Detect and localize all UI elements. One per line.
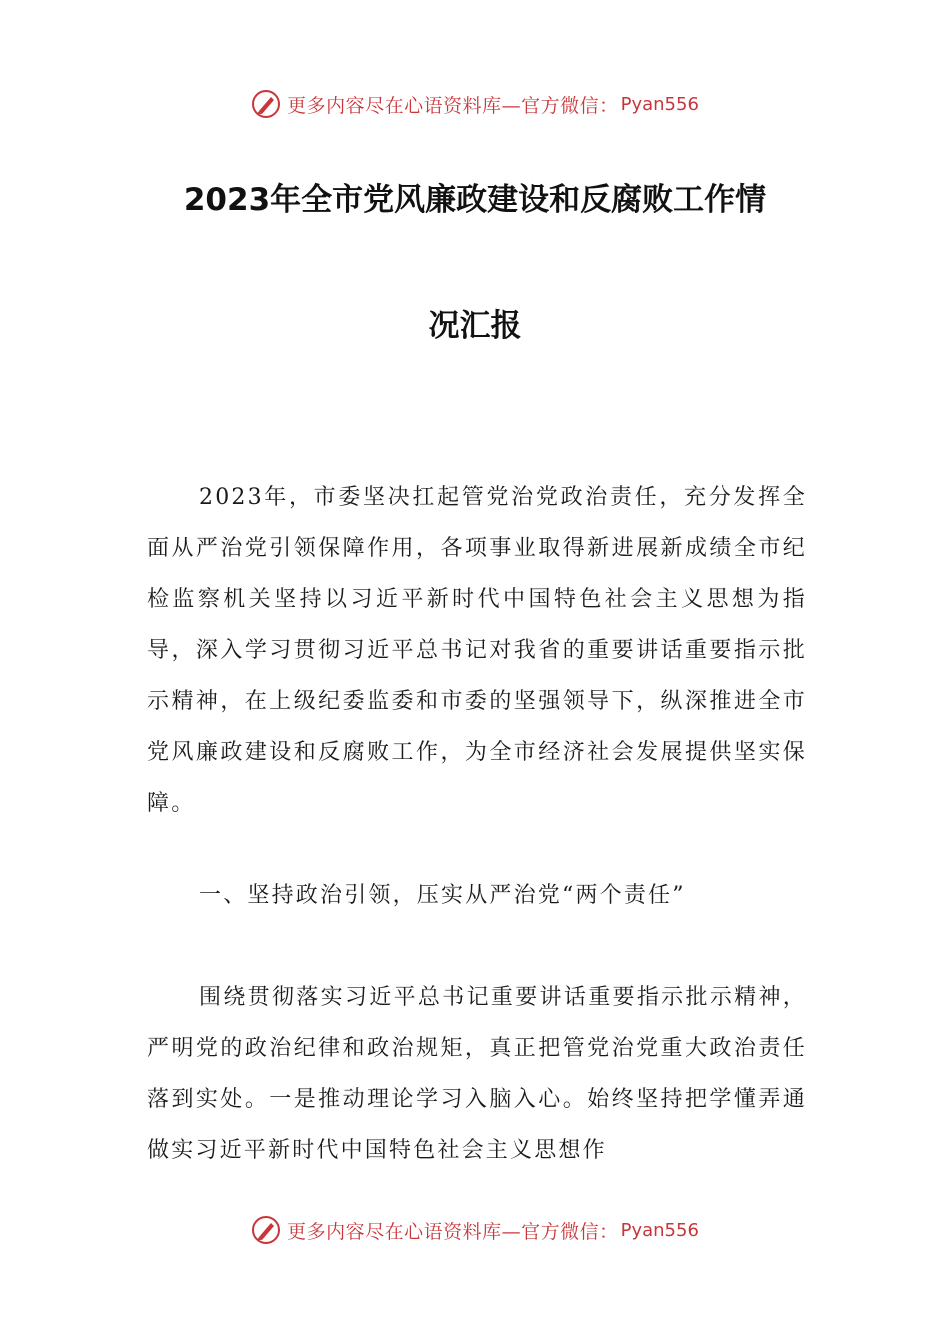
document-title-line-2: 况汇报 bbox=[428, 308, 522, 344]
section-1-paragraph: 围绕贯彻落实习近平总书记重要讲话重要指示批示精神，严明党的政治纪律和政治规矩，真正把管党治党重大政治责任落到实处。一是推动理论学习入脑入心。始终坚持把学懂弄通做实习近平新时代中国特色社会主义思想作 bbox=[147, 985, 807, 1163]
watermark-wechat-id: Pyan556 bbox=[620, 1219, 699, 1241]
intro-paragraph: 2023年，市委坚决扛起管党治党政治责任，充分发挥全面从严治党引领保障作用，各项事业取得新进展新成绩全市纪检监察机关坚持以习近平新时代中国特色社会主义思想为指导，深入学习贯彻习近平总书记对我省的重要讲话重要指示批示精神，在上级纪委监委和市委的坚强领导下，纵深推进全市党风廉政建设和反腐败工作，为全市经济社会发展提供坚实保障。 bbox=[147, 485, 807, 816]
document-title-line-1: 2023年全市党风廉政建设和反腐败工作情 bbox=[183, 182, 767, 218]
pen-logo-icon bbox=[251, 1215, 281, 1245]
watermark-wechat-id: Pyan556 bbox=[620, 93, 699, 115]
pen-logo-icon bbox=[251, 89, 281, 119]
watermark-footer bbox=[0, 1210, 950, 1250]
watermark-text: 更多内容尽在心语资料库—官方微信： bbox=[287, 94, 619, 117]
watermark-text: 更多内容尽在心语资料库—官方微信： bbox=[287, 1220, 619, 1243]
section-heading-1: 一、坚持政治引领，压实从严治党“两个责任” bbox=[199, 883, 686, 908]
watermark-header bbox=[0, 84, 950, 124]
